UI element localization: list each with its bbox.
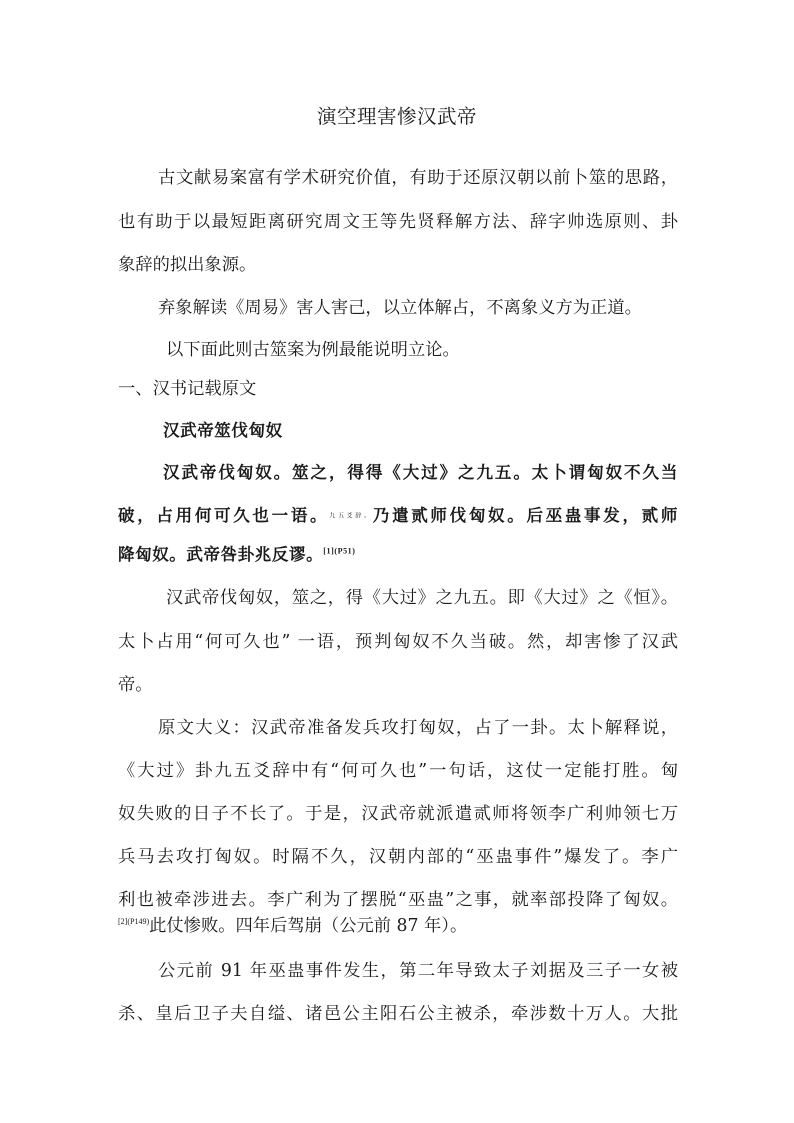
quote-line2	[118, 504, 678, 529]
para5-citation: [2](P149)	[118, 917, 150, 927]
para1-line3: 象辞的拟出象源。	[118, 255, 257, 275]
para5-line6	[118, 914, 678, 938]
para5-line2: 《大过》卦九五爻辞中有“何可久也”一句话，这仗一定能打胜。匈	[118, 761, 678, 781]
quote-line2-annotation: 九五爻辞。	[329, 512, 373, 520]
quote-line2-text-a: 破，占用何可久也一语。	[118, 506, 330, 525]
quote-line3	[118, 543, 678, 567]
para4-line2: 太卜占用“何可久也” 一语，预判匈奴不久当破。然，却害惨了汉武	[118, 632, 678, 652]
para1-line2: 也有助于以最短距离研究周文王等先贤释解方法、辞字帅选原则、卦	[118, 212, 678, 232]
para5-line4: 兵马去攻打匈奴。时隔不久，汉朝内部的“巫蛊事件”爆发了。李广	[118, 847, 678, 867]
para3-line: 以下面此则古筮案为例最能说明立论。	[166, 340, 460, 360]
quote-heading: 汉武帝筮伐匈奴	[163, 421, 283, 440]
para6-line1: 公元前 91 年巫蛊事件发生，第二年导致太子刘据及三子一女被	[158, 961, 678, 981]
quote-line3-text: 降匈奴。武帝咎卦兆反谬。	[118, 545, 324, 564]
quote-citation: [1](P51)	[323, 546, 356, 556]
quote-line1: 汉武帝伐匈奴。筮之，得得《大过》之九五。太卜谓匈奴不久当	[163, 463, 678, 482]
section-heading: 一、汉书记载原文	[118, 379, 257, 399]
para1-line1: 古文献易案富有学术研究价值，有助于还原汉朝以前卜筮的思路，	[158, 168, 678, 188]
document-title: 演空理害惨汉武帝	[316, 105, 477, 128]
para6-line2: 杀、皇后卫子夫自缢、诸邑公主阳石公主被杀，牵涉数十万人。大批	[118, 1004, 678, 1024]
para5-last-text: 此仗惨败。四年后驾崩（公元前 87 年）。	[149, 916, 468, 936]
para4-line1: 汉武帝伐匈奴，筮之，得《大过》之九五。即《大过》之《恒》。	[166, 588, 678, 608]
para5-line5: 利也被牵涉进去。李广利为了摆脱“巫蛊”之事，就率部投降了匈奴。	[118, 890, 678, 910]
para5-line1: 原文大义：汉武帝准备发兵攻打匈奴，占了一卦。太卜解释说，	[158, 718, 678, 738]
para4-line3: 帝。	[118, 675, 153, 695]
para2-line: 弃象解读《周易》害人害己，以立体解占，不离象义方为正道。	[158, 298, 642, 318]
quote-line2-text-b: 乃遣贰师伐匈奴。后巫蛊事发，贰师	[372, 506, 678, 525]
para5-line3: 奴失败的日子不长了。于是，汉武帝就派遣贰师将领李广利帅领七万	[118, 804, 678, 824]
